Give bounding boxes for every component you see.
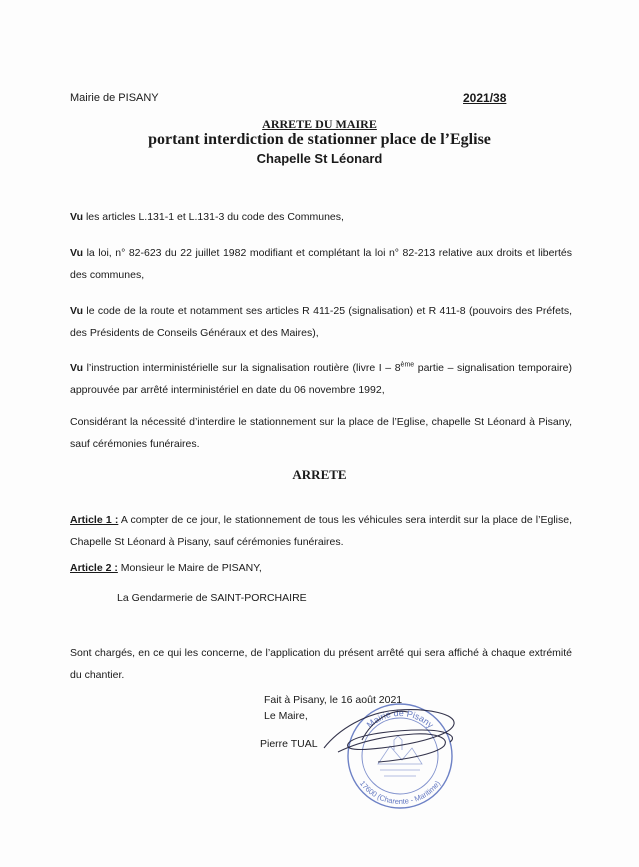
article-2-recipient: La Gendarmerie de SAINT-PORCHAIRE xyxy=(117,592,307,604)
place-date: Fait à Pisany, le 16 août 2021 xyxy=(264,694,403,706)
article-1: Article 1 : A compter de ce jour, le stationnement de tous les véhicules sera interdit sur la place de l’Eglise, Chapelle St Léonard à Pisany, sauf cérémonies funéraires. xyxy=(70,514,572,548)
article-2: Article 2 : Monsieur le Maire de PISANY, xyxy=(70,562,262,574)
consideration-2: Vu la loi, n° 82-623 du 22 juillet 1982 modifiant et complétant la loi n° 82-213 relative aux droits et libertés des communes, xyxy=(70,247,572,281)
svg-text:Mairie de Pisany: Mairie de Pisany xyxy=(364,707,436,731)
decree-subtitle: portant interdiction de stationner place de l’Eglise xyxy=(148,131,491,148)
consideration-3: Vu le code de la route et notamment ses articles R 411-25 (signalisation) et R 411-8 (pouvoirs des Préfets, des Présidents de Conseils Généraux et des Maires), xyxy=(70,305,572,339)
mairie-stamp-icon xyxy=(318,690,478,810)
decree-number: 2021/38 xyxy=(463,91,507,105)
svg-text:17600 (Charente - Maritime): 17600 (Charente - Maritime) xyxy=(357,778,443,807)
signatory-name: Pierre TUAL xyxy=(260,738,318,750)
closing-paragraph: Sont chargés, en ce qui les concerne, de l’application du présent arrêté qui sera affiché à chaque extrémité du chantier. xyxy=(70,647,572,681)
decree-title: ARRETE DU MAIRE xyxy=(262,117,377,131)
arrete-heading: ARRETE xyxy=(292,467,347,482)
consideration-1: Vu les articles L.131-1 et L.131-3 du code des Communes, xyxy=(70,211,344,223)
consideration-5: Considérant la nécessité d’interdire le stationnement sur la place de l’Eglise, chapelle St Léonard à Pisany, sauf cérémonies funéraires. xyxy=(70,416,572,450)
mairie-name: Mairie de PISANY xyxy=(70,92,159,104)
signatory-role: Le Maire, xyxy=(264,710,308,722)
decree-location: Chapelle St Léonard xyxy=(256,151,383,166)
consideration-4: Vu l’instruction interministérielle sur la signalisation routière (livre I – 8ème partie – signalisation temporaire) approuvée par arrêté interministériel en date du 06 novembre 1992, xyxy=(70,361,573,396)
